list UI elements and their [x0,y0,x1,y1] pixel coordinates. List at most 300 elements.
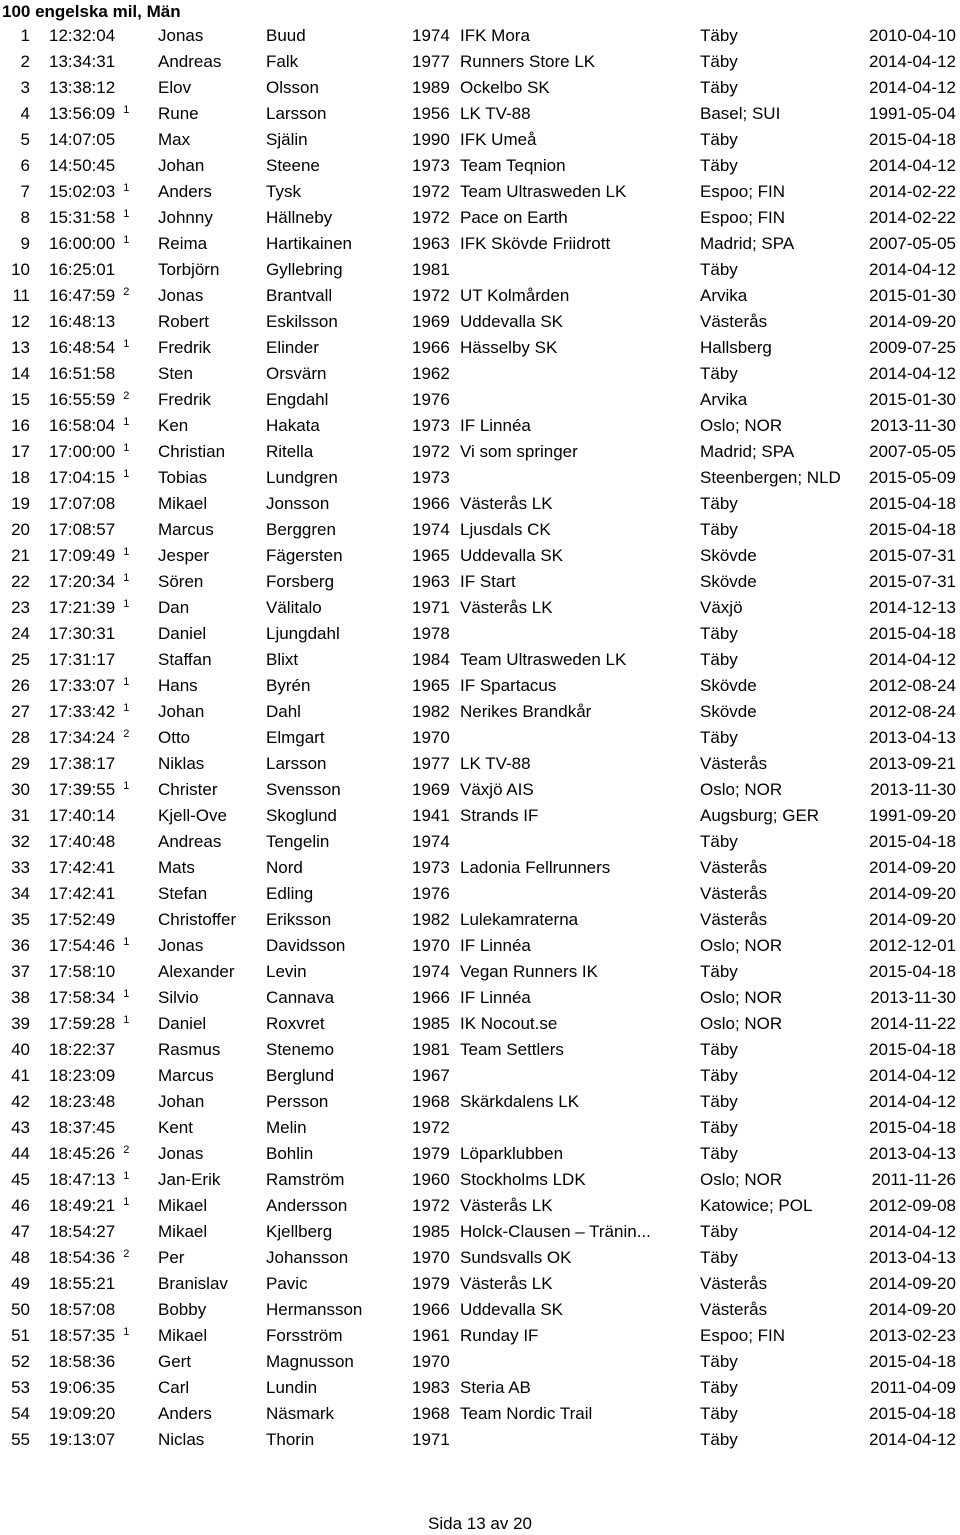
club-cell: Lulekamraterna [460,910,579,929]
birth-year-cell: 1981 [412,1040,450,1059]
time-cell [49,725,129,751]
date-cell: 2015-04-18 [869,624,956,643]
club-cell: Västerås LK [460,1274,553,1293]
birth-year-cell: 1972 [412,442,450,461]
time-value: 17:09:49 [49,546,116,565]
date-cell: 2014-04-12 [869,78,956,97]
birth-year-cell: 1963 [412,234,450,253]
place-cell: Västerås [700,1274,768,1293]
date-cell: 2014-04-12 [869,650,956,669]
time-value: 18:23:48 [49,1092,116,1111]
footnote-marker: 1 [123,208,130,220]
first-name-cell: Mikael [158,1222,208,1241]
place-cell: Skövde [700,676,757,695]
time-value: 17:30:31 [49,624,116,643]
time-value: 16:55:59 [49,390,116,409]
date-cell: 2015-04-18 [869,962,956,981]
time-value: 17:31:17 [49,650,116,669]
time-cell [49,439,129,465]
last-name-cell: Ramström [266,1170,345,1189]
rank-cell: 47 [11,1222,30,1241]
time-cell [49,205,129,231]
time-cell [49,829,115,855]
first-name-cell: Christer [158,780,218,799]
time-cell [49,1011,129,1037]
date-cell: 2015-01-30 [869,286,956,305]
date-cell: 2014-04-12 [869,156,956,175]
last-name-cell: Själin [266,130,308,149]
first-name-cell: Alexander [158,962,235,981]
last-name-cell: Edling [266,884,314,903]
rank-cell: 14 [11,364,30,383]
club-cell: IF Spartacus [460,676,557,695]
date-cell: 2013-02-23 [869,1326,956,1345]
time-cell [49,465,129,491]
rank-cell: 28 [11,728,30,747]
first-name-cell: Kjell-Ove [158,806,227,825]
date-cell: 2015-04-18 [869,130,956,149]
rank-cell: 21 [11,546,30,565]
table-row [0,1245,960,1271]
birth-year-cell: 1974 [412,962,450,981]
rank-cell: 36 [11,936,30,955]
rank-cell: 45 [11,1170,30,1189]
date-cell: 2012-08-24 [869,702,956,721]
place-cell: Täby [700,364,738,383]
time-value: 17:58:10 [49,962,116,981]
club-cell: Uddevalla SK [460,546,564,565]
time-value: 13:34:31 [49,52,116,71]
time-cell [49,595,129,621]
last-name-cell: Andersson [266,1196,348,1215]
birth-year-cell: 1984 [412,650,450,669]
last-name-cell: Orsvärn [266,364,327,383]
rank-cell: 19 [11,494,30,513]
birth-year-cell: 1969 [412,312,450,331]
rank-cell: 16 [11,416,30,435]
last-name-cell: Elmgart [266,728,325,747]
footnote-marker: 1 [123,676,130,688]
place-cell: Espoo; FIN [700,1326,786,1345]
place-cell: Augsburg; GER [700,806,820,825]
rank-cell: 17 [11,442,30,461]
date-cell: 2014-04-12 [869,364,956,383]
time-cell [49,751,115,777]
table-row [0,881,960,907]
first-name-cell: Fredrik [158,390,211,409]
time-cell [49,1323,129,1349]
first-name-cell: Tobias [158,468,208,487]
time-value: 17:20:34 [49,572,116,591]
time-value: 16:48:13 [49,312,116,331]
birth-year-cell: 1985 [412,1222,450,1241]
place-cell: Växjö [700,598,743,617]
place-cell: Oslo; NOR [700,936,783,955]
last-name-cell: Pavic [266,1274,308,1293]
time-cell [49,881,115,907]
table-row [0,361,960,387]
date-cell: 2013-09-21 [869,754,956,773]
place-cell: Täby [700,1092,738,1111]
club-cell: Team Ultrasweden LK [460,182,627,201]
time-value: 18:45:26 [49,1144,116,1163]
first-name-cell: Christian [158,442,226,461]
time-cell [49,1245,129,1271]
time-value: 13:38:12 [49,78,116,97]
footnote-marker: 1 [123,442,130,454]
place-cell: Täby [700,26,738,45]
time-value: 16:58:04 [49,416,116,435]
time-value: 17:38:17 [49,754,116,773]
club-cell: Team Teqnion [460,156,566,175]
first-name-cell: Sören [158,572,204,591]
time-value: 17:04:15 [49,468,116,487]
first-name-cell: Jan-Erik [158,1170,221,1189]
time-value: 17:42:41 [49,884,116,903]
first-name-cell: Anders [158,182,212,201]
club-cell: Uddevalla SK [460,312,564,331]
footnote-marker: 1 [123,416,130,428]
place-cell: Västerås [700,910,768,929]
first-name-cell: Otto [158,728,191,747]
first-name-cell: Mats [158,858,195,877]
table-row [0,1193,960,1219]
date-cell: 2015-04-18 [869,832,956,851]
first-name-cell: Marcus [158,520,214,539]
club-cell: IF Start [460,572,516,591]
club-cell: IF Linnéa [460,416,531,435]
place-cell: Oslo; NOR [700,416,783,435]
rank-cell: 5 [20,130,30,149]
birth-year-cell: 1972 [412,182,450,201]
last-name-cell: Byrén [266,676,311,695]
first-name-cell: Ken [158,416,189,435]
time-cell [49,283,129,309]
last-name-cell: Berglund [266,1066,335,1085]
place-cell: Västerås [700,1300,768,1319]
time-value: 17:40:14 [49,806,116,825]
rank-cell: 40 [11,1040,30,1059]
birth-year-cell: 1978 [412,624,450,643]
time-value: 15:02:03 [49,182,116,201]
birth-year-cell: 1982 [412,910,450,929]
time-value: 16:47:59 [49,286,116,305]
place-cell: Västerås [700,884,768,903]
place-cell: Täby [700,1118,738,1137]
rank-cell: 51 [11,1326,30,1345]
rank-cell: 30 [11,780,30,799]
first-name-cell: Kent [158,1118,193,1137]
time-cell [49,673,129,699]
footnote-marker: 1 [123,1014,130,1026]
time-cell [49,179,129,205]
time-cell [49,907,115,933]
rank-cell: 7 [20,182,30,201]
birth-year-cell: 1983 [412,1378,450,1397]
rank-cell: 43 [11,1118,30,1137]
last-name-cell: Larsson [266,754,327,773]
time-cell [49,413,129,439]
table-row [0,1349,960,1375]
birth-year-cell: 1941 [412,806,450,825]
last-name-cell: Levin [266,962,307,981]
footnote-marker: 1 [123,988,130,1000]
last-name-cell: Engdahl [266,390,329,409]
first-name-cell: Fredrik [158,338,211,357]
last-name-cell: Olsson [266,78,319,97]
table-row [0,1167,960,1193]
time-value: 13:56:09 [49,104,116,123]
birth-year-cell: 1961 [412,1326,450,1345]
birth-year-cell: 1974 [412,520,450,539]
footnote-marker: 1 [123,182,130,194]
birth-year-cell: 1960 [412,1170,450,1189]
time-value: 14:50:45 [49,156,116,175]
date-cell: 2013-04-13 [869,1144,956,1163]
place-cell: Oslo; NOR [700,780,783,799]
place-cell: Täby [700,520,738,539]
table-row [0,673,960,699]
time-cell [49,855,115,881]
club-cell: UT Kolmården [460,286,570,305]
table-row [0,985,960,1011]
first-name-cell: Jesper [158,546,210,565]
time-value: 17:07:08 [49,494,116,513]
date-cell: 2014-04-12 [869,1066,956,1085]
table-row [0,543,960,569]
birth-year-cell: 1985 [412,1014,450,1033]
last-name-cell: Brantvall [266,286,333,305]
time-cell [49,959,115,985]
table-row [0,153,960,179]
rank-cell: 25 [11,650,30,669]
table-row [0,1375,960,1401]
date-cell: 1991-09-20 [869,806,956,825]
birth-year-cell: 1977 [412,754,450,773]
rank-cell: 53 [11,1378,30,1397]
birth-year-cell: 1979 [412,1144,450,1163]
date-cell: 2014-09-20 [869,910,956,929]
place-cell: Oslo; NOR [700,988,783,1007]
rank-cell: 22 [11,572,30,591]
rank-cell: 27 [11,702,30,721]
date-cell: 2015-05-09 [869,468,956,487]
date-cell: 2015-04-18 [869,1352,956,1371]
birth-year-cell: 1977 [412,52,450,71]
last-name-cell: Buud [266,26,306,45]
birth-year-cell: 1963 [412,572,450,591]
club-cell: Strands IF [460,806,539,825]
table-row [0,49,960,75]
first-name-cell: Branislav [158,1274,228,1293]
last-name-cell: Davidsson [266,936,346,955]
time-cell [49,621,115,647]
table-row [0,751,960,777]
club-cell: IF Linnéa [460,988,531,1007]
rank-cell: 49 [11,1274,30,1293]
last-name-cell: Välitalo [266,598,322,617]
date-cell: 2014-09-20 [869,884,956,903]
time-cell [49,23,115,49]
time-value: 19:09:20 [49,1404,116,1423]
first-name-cell: Jonas [158,936,204,955]
rank-cell: 2 [20,52,30,71]
time-value: 18:37:45 [49,1118,116,1137]
time-cell [49,985,129,1011]
birth-year-cell: 1965 [412,546,450,565]
rank-cell: 39 [11,1014,30,1033]
first-name-cell: Silvio [158,988,199,1007]
place-cell: Täby [700,1066,738,1085]
date-cell: 2007-05-05 [869,442,956,461]
date-cell: 2015-07-31 [869,572,956,591]
date-cell: 2013-11-30 [870,416,956,435]
footnote-marker: 1 [123,546,130,558]
first-name-cell: Niklas [158,754,205,773]
club-cell: Team Nordic Trail [460,1404,593,1423]
last-name-cell: Steene [266,156,320,175]
time-cell [49,1427,115,1453]
table-row [0,387,960,413]
place-cell: Madrid; SPA [700,442,795,461]
table-row [0,1115,960,1141]
footnote-marker: 1 [123,780,130,792]
date-cell: 2010-04-10 [869,26,956,45]
first-name-cell: Jonas [158,26,204,45]
birth-year-cell: 1974 [412,832,450,851]
club-cell: IK Nocout.se [460,1014,558,1033]
time-cell [49,803,115,829]
date-cell: 2014-02-22 [869,208,956,227]
time-cell [49,1349,115,1375]
date-cell: 2014-09-20 [869,1274,956,1293]
last-name-cell: Cannava [266,988,335,1007]
birth-year-cell: 1968 [412,1404,450,1423]
place-cell: Arvika [700,390,748,409]
date-cell: 2012-09-08 [869,1196,956,1215]
table-row [0,205,960,231]
time-cell [49,1219,115,1245]
first-name-cell: Torbjörn [158,260,220,279]
time-cell [49,569,129,595]
rank-cell: 31 [11,806,30,825]
time-cell [49,101,129,127]
birth-year-cell: 1974 [412,26,450,45]
last-name-cell: Stenemo [266,1040,335,1059]
club-cell: IF Linnéa [460,936,531,955]
date-cell: 2011-11-26 [871,1170,956,1189]
birth-year-cell: 1969 [412,780,450,799]
date-cell: 2015-04-18 [869,1040,956,1059]
first-name-cell: Mikael [158,1326,208,1345]
last-name-cell: Lundin [266,1378,318,1397]
first-name-cell: Niclas [158,1430,205,1449]
last-name-cell: Kjellberg [266,1222,333,1241]
last-name-cell: Persson [266,1092,329,1111]
birth-year-cell: 1989 [412,78,450,97]
first-name-cell: Elov [158,78,192,97]
first-name-cell: Jonas [158,286,204,305]
last-name-cell: Magnusson [266,1352,354,1371]
date-cell: 2013-04-13 [869,1248,956,1267]
rank-cell: 23 [11,598,30,617]
place-cell: Täby [700,728,738,747]
place-cell: Täby [700,52,738,71]
footnote-marker: 1 [123,234,130,246]
club-cell: Vegan Runners IK [460,962,598,981]
table-row [0,1401,960,1427]
table-row [0,1141,960,1167]
date-cell: 2014-09-20 [869,1300,956,1319]
last-name-cell: Eskilsson [266,312,338,331]
last-name-cell: Fägersten [266,546,343,565]
birth-year-cell: 1976 [412,390,450,409]
rank-cell: 46 [11,1196,30,1215]
time-value: 17:59:28 [49,1014,116,1033]
first-name-cell: Christoffer [158,910,237,929]
place-cell: Espoo; FIN [700,182,786,201]
first-name-cell: Dan [158,598,190,617]
place-cell: Västerås [700,754,768,773]
table-row [0,699,960,725]
time-value: 16:00:00 [49,234,116,253]
footnote-marker: 1 [123,572,130,584]
place-cell: Hallsberg [700,338,772,357]
first-name-cell: Staffan [158,650,212,669]
first-name-cell: Rasmus [158,1040,221,1059]
table-row [0,803,960,829]
place-cell: Täby [700,130,738,149]
date-cell: 1991-05-04 [869,104,956,123]
time-value: 15:31:58 [49,208,116,227]
rank-cell: 32 [11,832,30,851]
birth-year-cell: 1990 [412,130,450,149]
rank-cell: 26 [11,676,30,695]
birth-year-cell: 1973 [412,156,450,175]
birth-year-cell: 1972 [412,1118,450,1137]
time-value: 17:08:57 [49,520,116,539]
last-name-cell: Roxvret [266,1014,325,1033]
rank-cell: 52 [11,1352,30,1371]
time-cell [49,153,115,179]
time-cell [49,1297,115,1323]
date-cell: 2015-04-18 [869,1118,956,1137]
birth-year-cell: 1971 [412,598,450,617]
time-cell [49,1037,115,1063]
date-cell: 2012-08-24 [869,676,956,695]
place-cell: Västerås [700,858,768,877]
rank-cell: 35 [11,910,30,929]
first-name-cell: Andreas [158,52,222,71]
rank-cell: 37 [11,962,30,981]
date-cell: 2014-09-20 [869,312,956,331]
table-row [0,439,960,465]
table-row [0,23,960,49]
time-value: 17:34:24 [49,728,116,747]
footnote-marker: 1 [123,338,130,350]
time-cell [49,335,129,361]
footnote-marker: 1 [123,702,130,714]
birth-year-cell: 1966 [412,1300,450,1319]
time-value: 19:13:07 [49,1430,116,1449]
time-value: 18:58:36 [49,1352,116,1371]
club-cell: Hässelby SK [460,338,558,357]
date-cell: 2015-04-18 [869,520,956,539]
table-row [0,647,960,673]
time-cell [49,231,129,257]
table-row [0,1219,960,1245]
place-cell: Arvika [700,286,748,305]
